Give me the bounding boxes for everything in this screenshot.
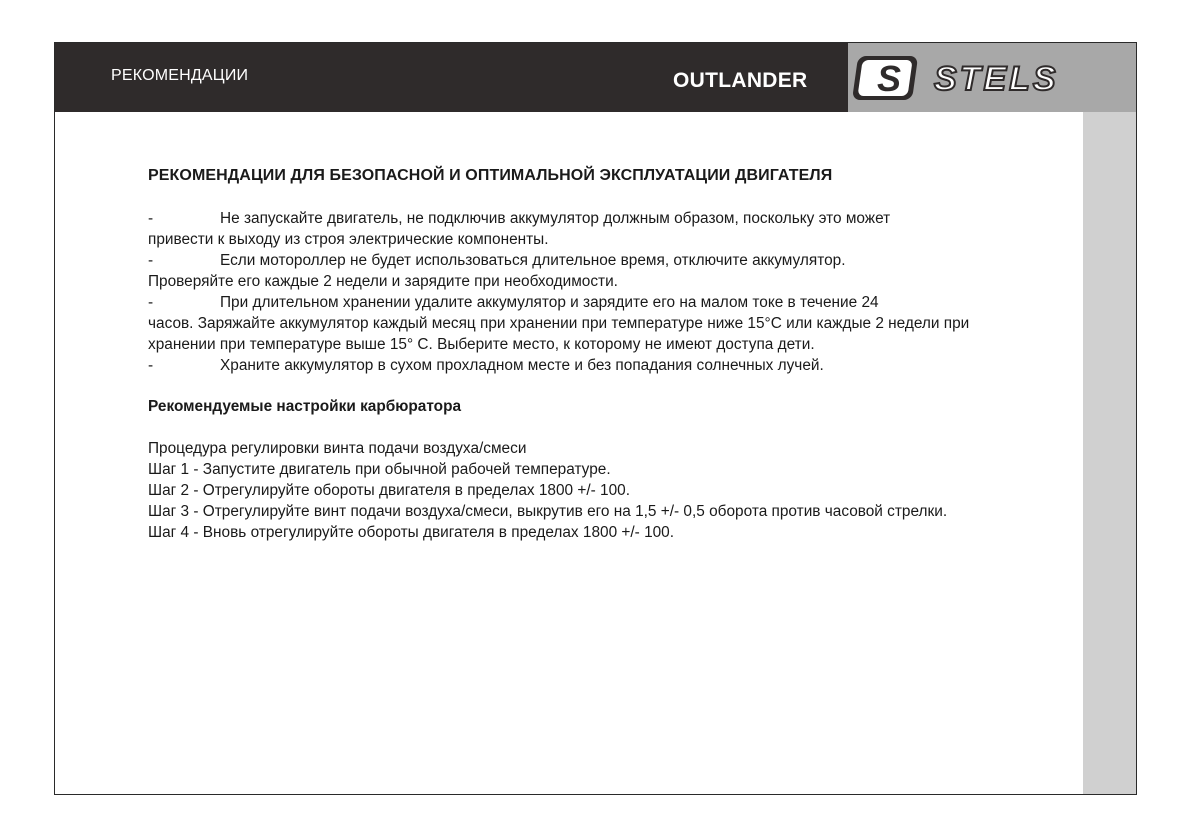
- brand-wordmark: STELS: [934, 60, 1059, 98]
- recommendation-continuation: часов. Заряжайте аккумулятор каждый месяц при хранении при температуре ниже 15°C или каждые 2 недели при хранении при температуре выше 15° С. Выберите место, к которому не имеют доступа дети.: [148, 315, 970, 353]
- logo-letter: S: [876, 58, 902, 99]
- header-title: РЕКОМЕНДАЦИИ: [111, 67, 249, 84]
- recommendation-list: [148, 208, 1028, 376]
- brand-block: [848, 43, 1137, 112]
- procedure-step: Шаг 3 - Отрегулируйте винт подачи воздуха/смеси, выкрутив его на 1,5 +/- 0,5 оборота против часовой стрелки.: [148, 503, 948, 520]
- recommendation-continuation: привести к выходу из строя электрические компоненты.: [148, 231, 549, 248]
- procedure-step: Шаг 2 - Отрегулируйте обороты двигателя в пределах 1800 +/- 100.: [148, 482, 630, 499]
- stels-s-logo-icon: [852, 56, 918, 100]
- section-heading-carburetor: Рекомендуемые настройки карбюратора: [148, 398, 462, 415]
- side-strip: [1083, 112, 1136, 795]
- recommendation-continuation: Проверяйте его каждые 2 недели и зарядите при необходимости.: [148, 273, 618, 290]
- list-dash: -: [148, 294, 154, 311]
- manual-page: [54, 42, 1137, 795]
- list-dash: -: [148, 357, 154, 374]
- section-heading-engine: РЕКОМЕНДАЦИИ ДЛЯ БЕЗОПАСНОЙ И ОПТИМАЛЬНОЙ ЭКСПЛУАТАЦИИ ДВИГАТЕЛЯ: [148, 167, 833, 184]
- recommendation-text: Храните аккумулятор в сухом прохладном месте и без попадания солнечных лучей.: [220, 357, 824, 374]
- page-content: [148, 165, 1028, 543]
- procedure-intro: Процедура регулировки винта подачи воздуха/смеси: [148, 440, 527, 457]
- page-header: [55, 43, 1136, 112]
- recommendation-item: [148, 208, 1028, 250]
- procedure-step: Шаг 1 - Запустите двигатель при обычной рабочей температуре.: [148, 461, 611, 478]
- stels-logo: [848, 43, 1137, 112]
- recommendation-text: При длительном хранении удалите аккумулятор и зарядите его на малом токе в течение 24: [220, 294, 879, 311]
- recommendation-text: Если мотороллер не будет использоваться длительное время, отключите аккумулятор.: [220, 252, 846, 269]
- recommendation-item: [148, 250, 1028, 292]
- list-dash: -: [148, 210, 154, 227]
- recommendation-item: [148, 355, 1028, 376]
- model-name: OUTLANDER: [673, 69, 808, 92]
- carburetor-procedure: [148, 438, 1028, 543]
- procedure-step: Шаг 4 - Вновь отрегулируйте обороты двигателя в пределах 1800 +/- 100.: [148, 524, 675, 541]
- recommendation-item: [148, 292, 1028, 355]
- recommendation-text: Не запускайте двигатель, не подключив аккумулятор должным образом, поскольку это может: [220, 210, 891, 227]
- list-dash: -: [148, 252, 154, 269]
